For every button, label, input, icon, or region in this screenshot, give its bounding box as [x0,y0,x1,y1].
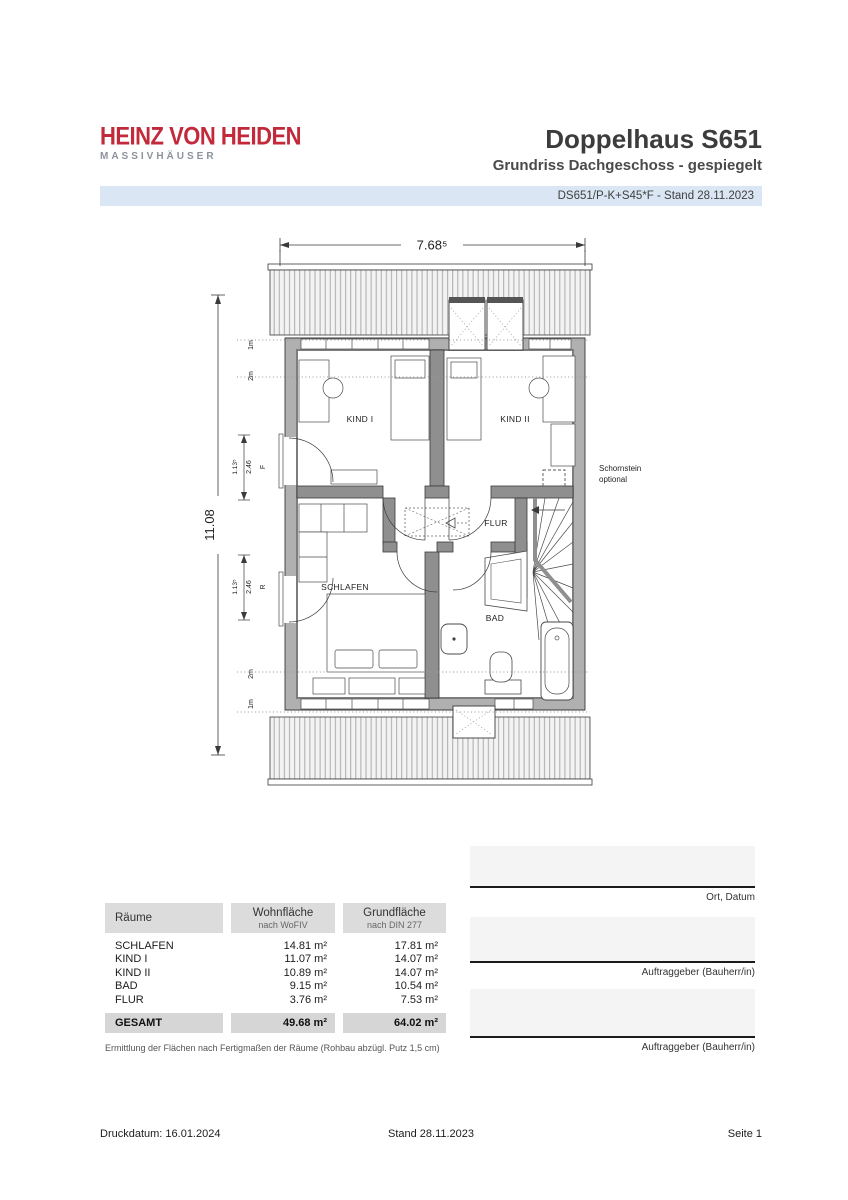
room-label-flur: FLUR [484,518,508,528]
col-header-living-title: Wohnfläche [252,906,314,919]
col-header-base [343,903,446,933]
flur-hatch-symbol [405,508,469,536]
window-band-bottom [301,699,533,709]
knee-2m-top: 2m [248,371,255,381]
signature-field-auftraggeber-1 [470,917,755,978]
row-name: BAD [115,980,138,993]
signature-box[interactable] [470,917,755,963]
col-header-living-sub: nach WoFIV [258,919,308,930]
footer-page-number: Seite 1 [727,1128,763,1140]
footer-stand: Stand 28.11.2023 [387,1128,475,1140]
chimney-optional-marker [543,470,565,486]
brand-logo [100,122,301,162]
row-name: FLUR [115,993,144,1006]
chimney-note-line2: optional [599,475,628,484]
row-base: 7.53 m² [400,993,438,1006]
title-block [493,124,762,174]
signature-label: Auftraggeber (Bauherr/in) [641,967,755,978]
table-row [105,980,446,994]
table-row [105,993,446,1007]
signature-label: Ort, Datum [706,892,755,903]
col-header-living [231,903,335,933]
page-footer [100,1128,762,1140]
dormer-window-bottom [453,706,495,738]
roof-band-top [268,264,592,335]
knee-2m-bottom: 2m [248,669,255,679]
brand-name: HEINZ VON HEIDEN [100,122,302,150]
row-living: 9.15 m² [289,980,327,993]
row-living: 3.76 m² [289,993,327,1006]
signature-field-auftraggeber-2 [470,989,755,1053]
total-name: GESAMT [105,1013,223,1033]
win-tag-top: F [260,464,267,470]
row-base: 14.07 m² [394,953,438,966]
brand-tagline: MASSIVHÄUSER [100,151,217,162]
chimney-note-line1: Schornstein [599,464,642,473]
sink [441,624,467,654]
row-name: KIND I [115,953,148,966]
room-label-schlafen: SCHLAFEN [321,582,369,592]
footer-print-date: Druckdatum: 16.01.2024 [100,1128,221,1140]
knee-1m-bottom: 1m [248,699,255,709]
row-base: 14.07 m² [394,966,438,979]
signature-box[interactable] [470,989,755,1038]
dim-height-label: 11.08 [202,509,217,541]
table-row [105,966,446,980]
page-title: Doppelhaus S651 [545,124,762,154]
window-left-bottom [279,572,296,626]
total-living: 49.68 m² [231,1013,335,1033]
room-label-kind2: KIND II [500,414,530,424]
area-table-body [105,939,446,1007]
row-living: 10.89 m² [283,966,327,979]
table-total-row [105,1013,446,1033]
shower-tray [485,551,527,611]
page-subtitle: Grundriss Dachgeschoss - gespiegelt [492,157,762,174]
win-dim-a-bottom: 1.13⁵ [232,579,239,595]
bedroom-furniture [299,504,425,694]
win-dim-b-bottom: 2.46 [246,580,253,594]
window-left-top [279,434,296,488]
row-name: KIND II [115,966,151,979]
signature-label: Auftraggeber (Bauherr/in) [641,1042,755,1053]
bathtub [541,622,573,700]
col-header-base-sub: nach DIN 277 [366,919,423,930]
area-table-header [105,903,446,933]
win-dim-b-top: 2.46 [246,460,253,474]
roof-band-bottom [268,717,592,785]
col-header-rooms: Räume [105,903,223,933]
row-name: SCHLAFEN [115,939,174,952]
win-dim-a-top: 1.13⁵ [232,459,239,475]
floor-plan-drawing [185,220,665,800]
toilet [485,652,521,694]
dim-width-label: 7.68⁵ [416,237,448,253]
signature-field-ort-datum [470,846,755,903]
staircase [531,498,573,640]
table-row [105,953,446,967]
signature-box[interactable] [470,846,755,888]
row-base: 10.54 m² [394,980,438,993]
room-label-kind1: KIND I [346,414,374,424]
room-label-bad: BAD [485,613,505,623]
win-tag-bottom: R [260,584,267,590]
col-header-base-title: Grundfläche [363,906,426,919]
table-footnote: Ermittlung der Flächen nach Fertigmaßen der Räume (Rohbau abzügl. Putz 1,5 cm) [105,1042,440,1053]
row-living: 11.07 m² [284,953,327,966]
table-row [105,939,446,953]
knee-1m-top: 1m [248,340,255,350]
row-base: 17.81 m² [394,939,438,952]
area-table [105,903,446,1053]
row-living: 14.81 m² [283,939,327,952]
total-base: 64.02 m² [343,1013,446,1033]
reference-bar: DS651/P-K+S45*F - Stand 28.11.2023 [100,186,762,206]
